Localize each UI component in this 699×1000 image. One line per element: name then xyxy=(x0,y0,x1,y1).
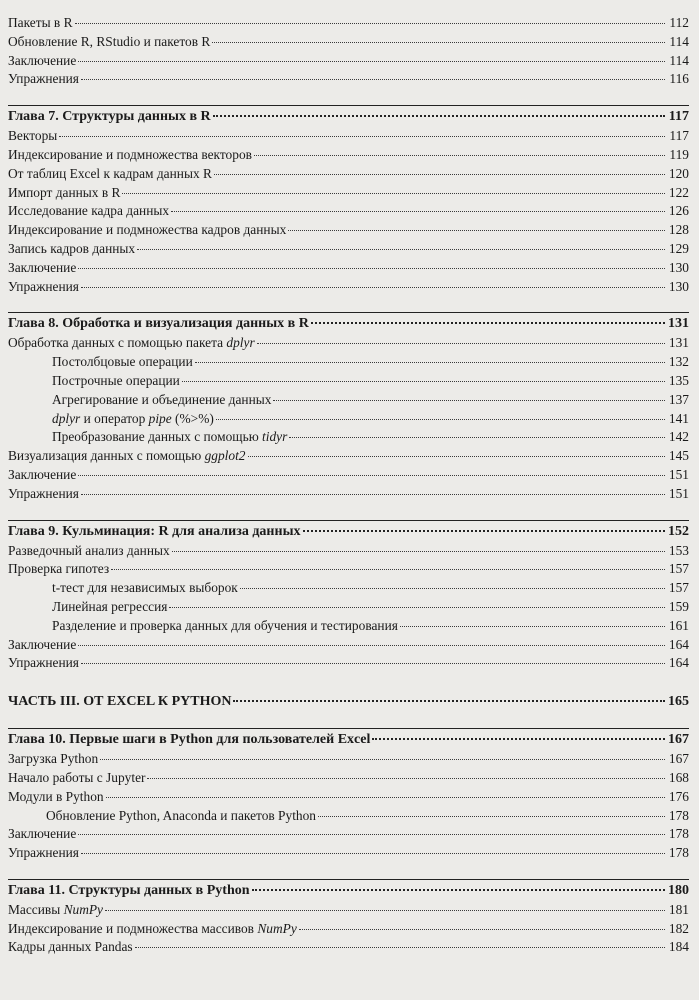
dot-leader xyxy=(169,607,665,608)
dot-leader xyxy=(400,626,665,627)
toc-entry-title: Индексирование и подмножества векторов xyxy=(8,146,252,162)
toc-page-number: 167 xyxy=(668,751,689,767)
toc-page-number: 161 xyxy=(668,617,689,633)
toc-page-number: 157 xyxy=(668,580,689,596)
toc-entry-title: Модули в Python xyxy=(8,788,104,804)
toc-page-number: 182 xyxy=(668,920,689,936)
dot-leader xyxy=(105,910,665,911)
toc-entry-title: От таблиц Excel к кадрам данных R xyxy=(8,165,212,181)
dot-leader xyxy=(78,645,665,646)
dot-leader xyxy=(288,230,665,231)
dot-leader xyxy=(273,400,665,401)
toc-entry-row[interactable] xyxy=(8,334,689,353)
toc-entry-title: Начало работы с Jupyter xyxy=(8,769,146,785)
dot-leader xyxy=(182,381,665,382)
toc-page-number: 152 xyxy=(668,523,689,539)
dot-leader xyxy=(78,268,665,269)
toc-page-number: 176 xyxy=(668,788,689,804)
dot-leader xyxy=(252,889,665,891)
dot-leader xyxy=(147,778,665,779)
dot-leader xyxy=(311,322,665,324)
toc-entry-row[interactable] xyxy=(8,579,689,598)
toc-page-number: 141 xyxy=(668,410,689,426)
toc-page-number: 159 xyxy=(668,598,689,614)
toc-page-number: 117 xyxy=(669,128,689,144)
toc-page-number: 180 xyxy=(668,882,689,898)
toc-entry-row[interactable] xyxy=(8,807,689,826)
toc-entry-row[interactable] xyxy=(8,825,689,844)
toc-entry-row[interactable] xyxy=(8,654,689,673)
toc-entry-row[interactable] xyxy=(8,560,689,579)
toc-page-number: 178 xyxy=(668,845,689,861)
dot-leader xyxy=(299,929,665,930)
toc-entry-row[interactable] xyxy=(8,127,689,146)
dot-leader xyxy=(257,343,665,344)
dot-leader xyxy=(318,816,665,817)
toc-entry-row[interactable] xyxy=(8,184,689,203)
toc-chapter-row[interactable] xyxy=(8,312,689,334)
toc-page-number: 130 xyxy=(668,259,689,275)
toc-chapter-row[interactable] xyxy=(8,879,689,901)
dot-leader xyxy=(78,61,665,62)
toc-entry-title: Пакеты в R xyxy=(8,15,73,30)
toc-entry-title: Упражнения xyxy=(8,278,79,294)
dot-leader xyxy=(75,23,665,24)
toc-entry-title: ЧАСТЬ III. ОТ EXCEL К PYTHON xyxy=(8,694,232,710)
toc-entry-title: Загрузка Python xyxy=(8,751,99,767)
toc-entry-row[interactable] xyxy=(8,788,689,807)
toc-entry-title: Построчные операции xyxy=(52,372,180,388)
toc-entry-title: Заключение xyxy=(8,466,77,482)
toc-entry-title: Запись кадров данных xyxy=(8,240,136,256)
toc-page-number: 151 xyxy=(668,466,689,482)
toc-page-number: 119 xyxy=(669,146,689,162)
toc-entry-row[interactable] xyxy=(8,278,689,297)
dot-leader xyxy=(214,174,665,175)
toc-page-number: 165 xyxy=(668,694,689,710)
toc-entry-title: Индексирование и подмножества кадров данных xyxy=(8,222,287,238)
toc-entry-title: Упражнения xyxy=(8,655,79,671)
toc-page-number: 117 xyxy=(668,109,689,125)
toc-page-number: 112 xyxy=(669,15,689,30)
dot-leader xyxy=(195,362,665,363)
toc-page-number: 126 xyxy=(668,203,689,219)
dot-leader xyxy=(106,797,665,798)
toc-page-number: 145 xyxy=(668,448,689,464)
toc-entry-row[interactable] xyxy=(8,844,689,863)
toc-entry-row[interactable] xyxy=(8,240,689,259)
toc-page-number: 114 xyxy=(669,52,689,68)
toc-entry-row[interactable] xyxy=(8,598,689,617)
toc-entry-title: Линейная регрессия xyxy=(52,598,168,614)
toc-page-number: 137 xyxy=(668,391,689,407)
toc-entry-title: Глава 8. Обработка и визуализация данных в R xyxy=(8,316,309,332)
toc-entry-title: Разделение и проверка данных для обучения и тестирования xyxy=(52,617,398,633)
toc-entry-row[interactable] xyxy=(8,428,689,447)
toc-part-row[interactable] xyxy=(8,693,689,712)
toc-entry-title: Импорт данных в R xyxy=(8,184,121,200)
toc-entry-row[interactable] xyxy=(8,14,689,33)
toc-entry-row[interactable] xyxy=(8,617,689,636)
toc-page-number: 178 xyxy=(668,826,689,842)
dot-leader xyxy=(78,834,665,835)
toc-entry-row[interactable] xyxy=(8,259,689,278)
toc-entry-title: Обновление R, RStudio и пакетов R xyxy=(8,33,211,49)
dot-leader xyxy=(78,475,665,476)
toc-page-number: 151 xyxy=(668,485,689,501)
toc-entry-row[interactable] xyxy=(8,466,689,485)
toc-entry-row[interactable] xyxy=(8,221,689,240)
toc-page-number: 184 xyxy=(668,939,689,955)
toc-page-number: 131 xyxy=(668,335,689,351)
dot-leader xyxy=(100,759,665,760)
toc-entry-title: Разведочный анализ данных xyxy=(8,542,170,558)
dot-leader xyxy=(303,530,666,532)
toc-entry-title: Обновление Python, Anaconda и пакетов Python xyxy=(46,807,317,823)
dot-leader xyxy=(171,211,665,212)
dot-leader xyxy=(111,569,665,570)
toc-entry-row[interactable] xyxy=(8,391,689,410)
toc-page-number: 157 xyxy=(668,561,689,577)
toc-entry-row[interactable] xyxy=(8,938,689,957)
dot-leader xyxy=(289,437,665,438)
toc-chapter-row[interactable] xyxy=(8,105,689,127)
toc-entry-title: Проверка гипотез xyxy=(8,561,110,577)
toc-page-number: 164 xyxy=(668,636,689,652)
toc-page-number: 142 xyxy=(668,429,689,445)
toc-page-number: 153 xyxy=(668,542,689,558)
toc-page-number: 181 xyxy=(668,901,689,917)
dot-leader xyxy=(212,42,665,43)
toc-entry-title: Глава 9. Кульминация: R для анализа данных xyxy=(8,523,301,539)
toc-entry-row[interactable] xyxy=(8,485,689,504)
toc-entry-row[interactable] xyxy=(8,410,689,429)
toc-entry-title: Заключение xyxy=(8,826,77,842)
dot-leader xyxy=(254,155,665,156)
toc-entry-title: Упражнения xyxy=(8,485,79,501)
toc-entry-title: t-тест для независимых выборок xyxy=(52,580,238,596)
dot-leader xyxy=(233,700,665,702)
toc-entry-title: Индексирование и подмножества массивов NumPy xyxy=(8,920,297,936)
toc-page-number: 122 xyxy=(668,184,689,200)
toc-entry-row[interactable] xyxy=(8,146,689,165)
toc-page-number: 131 xyxy=(668,316,689,332)
toc-entry-title: Глава 11. Структуры данных в Python xyxy=(8,882,250,898)
toc-entry-row[interactable] xyxy=(8,920,689,939)
toc-entry-title: Кадры данных Pandas xyxy=(8,939,133,955)
dot-leader xyxy=(122,193,665,194)
toc-entry-title: Визуализация данных с помощью ggplot2 xyxy=(8,448,246,464)
toc-chapter-row[interactable] xyxy=(8,728,689,750)
toc-entry-row[interactable] xyxy=(8,447,689,466)
toc-entry-title: Заключение xyxy=(8,52,77,68)
toc-entry-title: Постолбцовые операции xyxy=(52,354,193,370)
dot-leader xyxy=(81,79,665,80)
toc-page-number: 120 xyxy=(668,165,689,181)
toc-page-number: 116 xyxy=(669,71,689,87)
toc-entry-row[interactable] xyxy=(8,353,689,372)
toc-entry-title: Упражнения xyxy=(8,845,79,861)
dot-leader xyxy=(81,853,665,854)
toc-entry-row[interactable] xyxy=(8,165,689,184)
toc-entry-title: Преобразование данных с помощью tidyr xyxy=(52,429,288,445)
toc-entry-title: Векторы xyxy=(8,128,58,144)
toc-entry-title: dplyr и оператор pipe (%>%) xyxy=(52,410,214,426)
toc-entry-title: Обработка данных с помощью пакета dplyr xyxy=(8,335,255,351)
toc-page-number: 128 xyxy=(668,222,689,238)
dot-leader xyxy=(81,494,665,495)
toc-entry-row[interactable] xyxy=(8,372,689,391)
toc-page-number: 130 xyxy=(668,278,689,294)
toc-page-number: 114 xyxy=(669,33,689,49)
dot-leader xyxy=(81,663,665,664)
toc-page-number: 164 xyxy=(668,655,689,671)
toc-entry-row[interactable] xyxy=(8,769,689,788)
toc-entry-row[interactable] xyxy=(8,202,689,221)
toc-page-number: 178 xyxy=(668,807,689,823)
toc-entry-title: Заключение xyxy=(8,259,77,275)
toc-page-number: 129 xyxy=(668,240,689,256)
dot-leader xyxy=(135,947,665,948)
dot-leader xyxy=(216,419,665,420)
dot-leader xyxy=(137,249,665,250)
toc-entry-title: Глава 10. Первые шаги в Python для пользователей Excel xyxy=(8,732,371,748)
dot-leader xyxy=(81,287,665,288)
toc-entry-title: Упражнения xyxy=(8,71,79,87)
toc-page-number: 132 xyxy=(668,354,689,370)
toc-entry-row[interactable] xyxy=(8,636,689,655)
toc-entry-title: Агрегирование и объединение данных xyxy=(52,391,272,407)
dot-leader xyxy=(59,136,665,137)
toc-chapter-row[interactable] xyxy=(8,520,689,542)
toc-entry-title: Заключение xyxy=(8,636,77,652)
dot-leader xyxy=(213,115,665,117)
toc-entry-row[interactable] xyxy=(8,750,689,769)
toc-entry-row[interactable] xyxy=(8,70,689,89)
toc-page-number: 168 xyxy=(668,769,689,785)
dot-leader xyxy=(240,588,665,589)
toc-entry-row[interactable] xyxy=(8,52,689,71)
dot-leader xyxy=(248,456,666,457)
toc-entry-row[interactable] xyxy=(8,542,689,561)
toc-entry-title: Глава 7. Структуры данных в R xyxy=(8,109,211,125)
toc-page-number: 135 xyxy=(668,372,689,388)
toc-entry-title: Массивы NumPy xyxy=(8,901,103,917)
dot-leader xyxy=(372,738,665,740)
toc-entry-row[interactable] xyxy=(8,33,689,52)
toc-page-number: 167 xyxy=(668,732,689,748)
toc-entry-title: Исследование кадра данных xyxy=(8,203,170,219)
toc-entry-row[interactable] xyxy=(8,901,689,920)
dot-leader xyxy=(172,551,665,552)
